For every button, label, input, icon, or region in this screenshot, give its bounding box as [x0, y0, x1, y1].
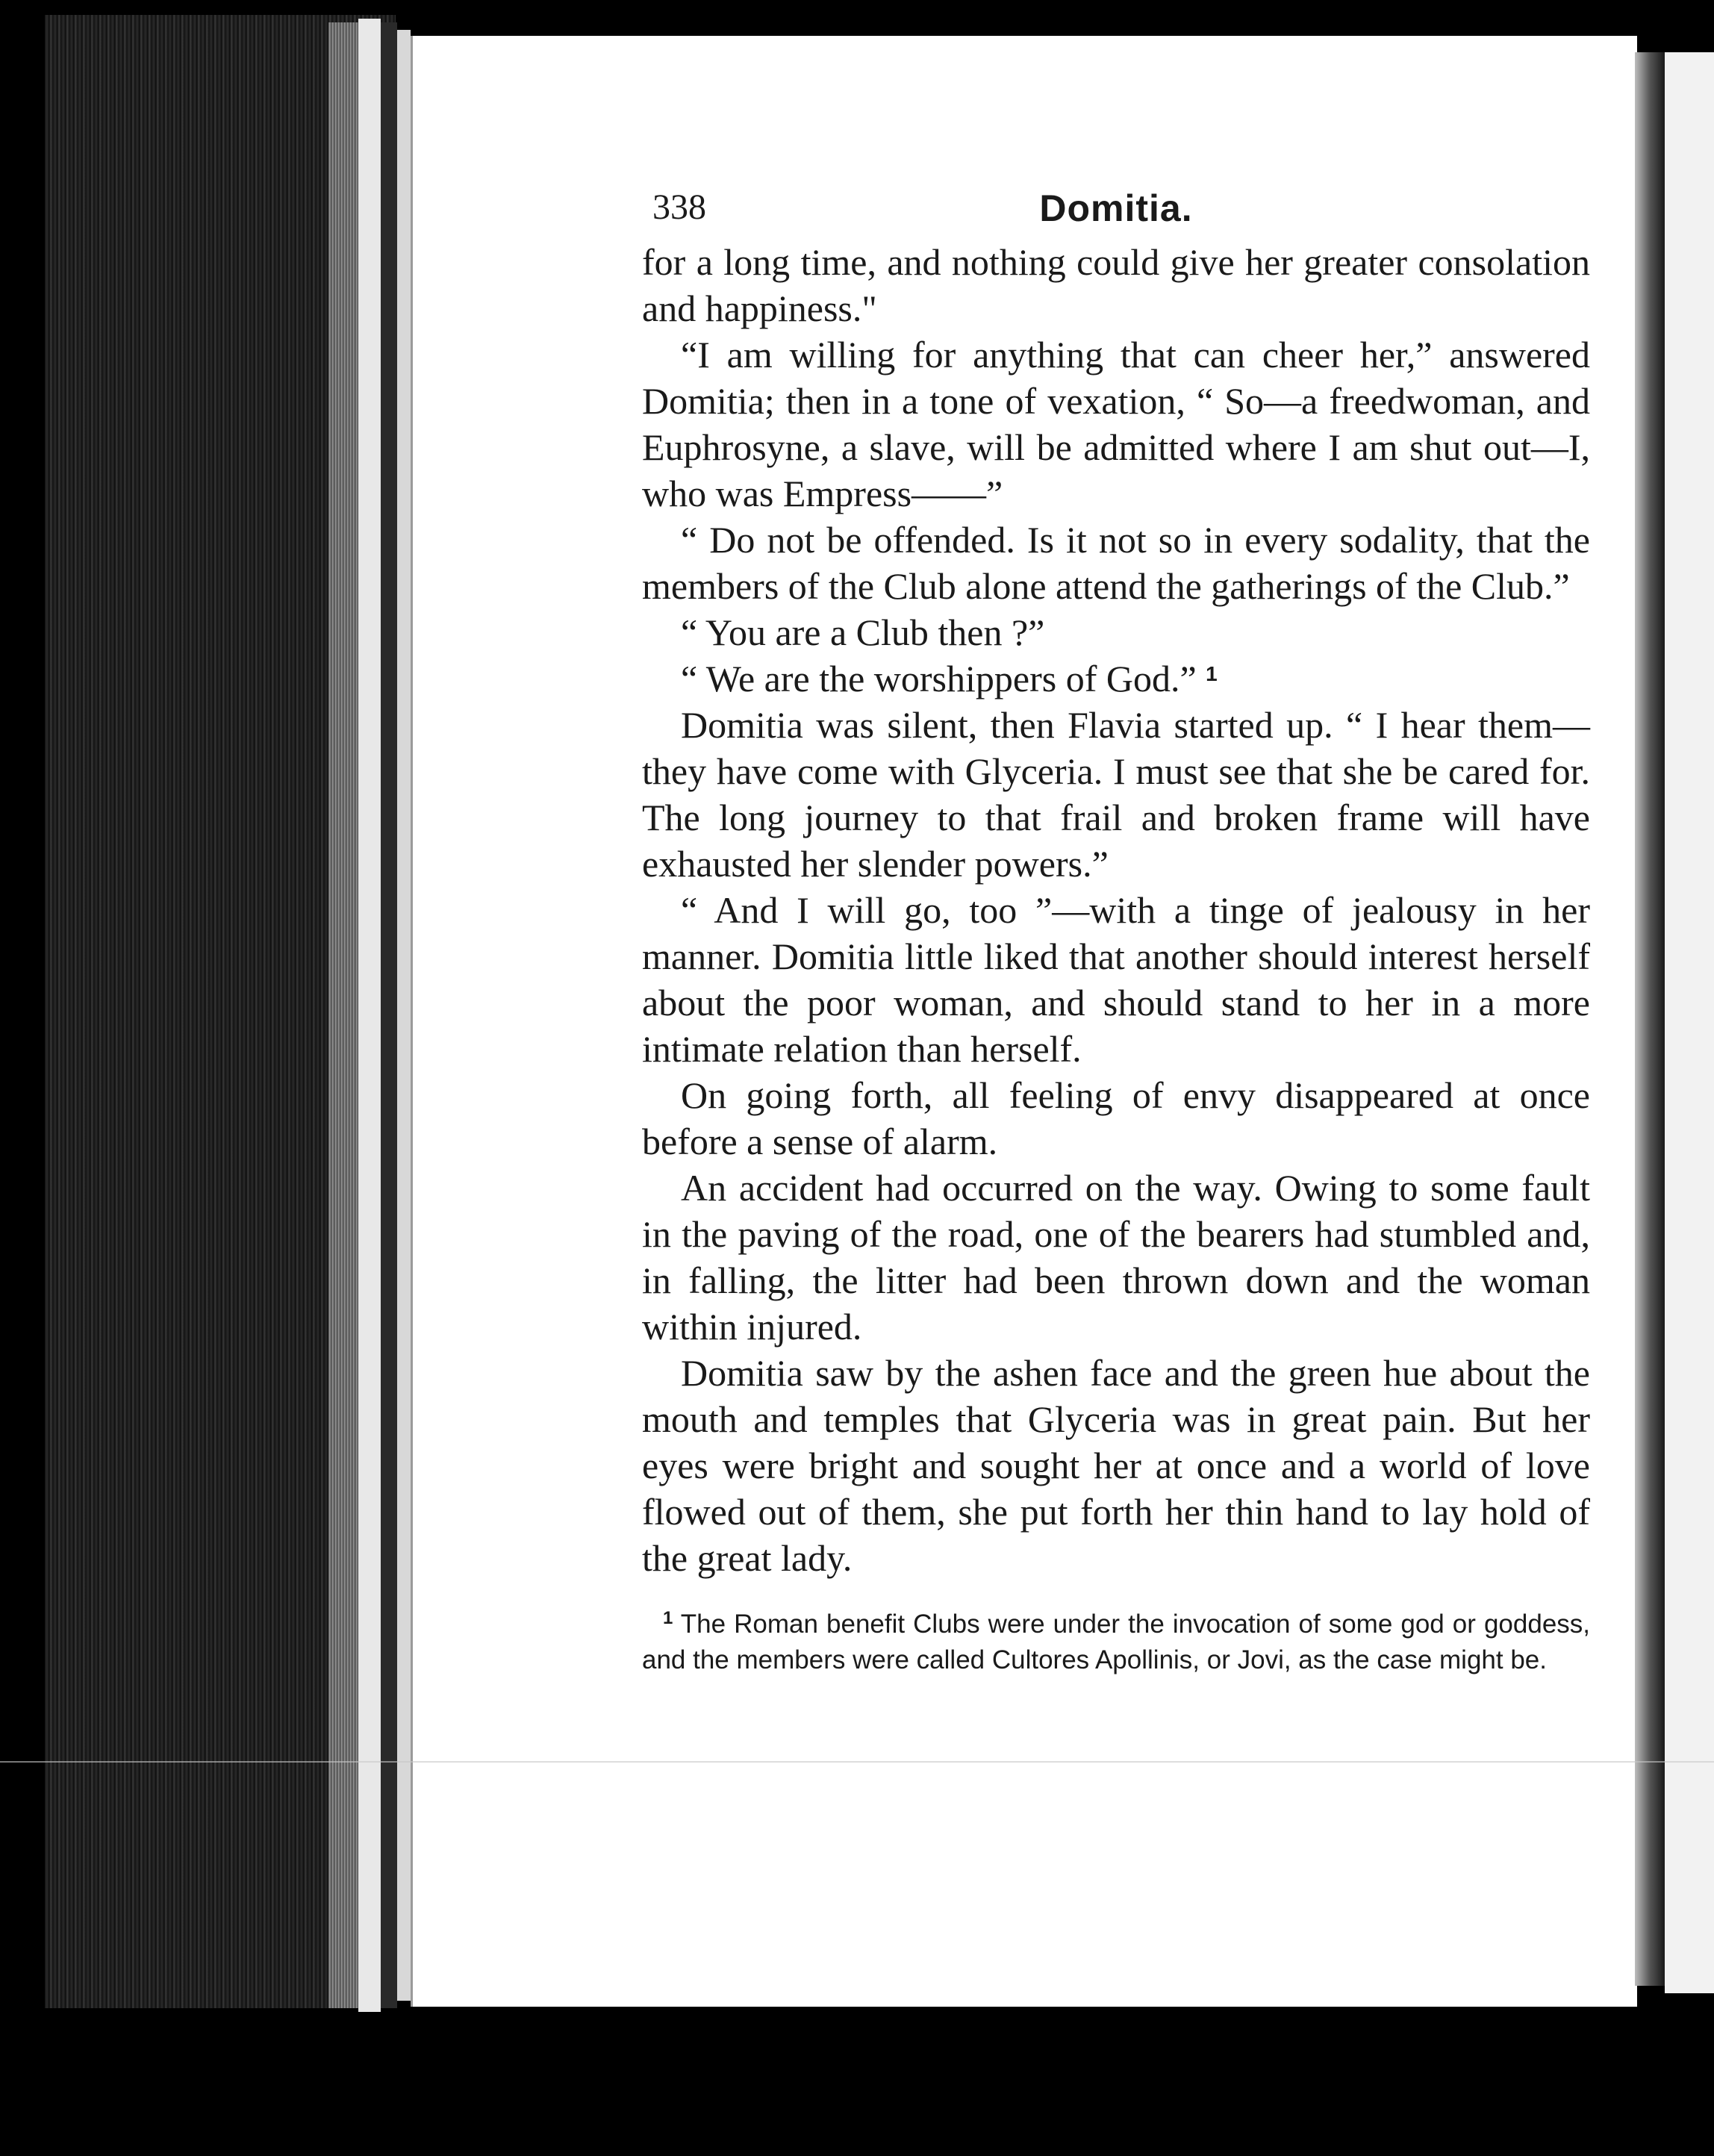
paragraph: “I am willing for anything that can cheer her,” answered Domitia; then in a tone of vexation, “ So—a freedwoman, and Euphrosyne, a slave, will be admitted where I am shut out—I, who was Empress——” [642, 334, 1590, 514]
page-number: 338 [652, 187, 706, 227]
scan-artifact-line [0, 1761, 1714, 1763]
page-edge-strip [358, 19, 381, 2012]
footnote-reference[interactable]: 1 [1206, 662, 1218, 685]
running-header [642, 173, 1590, 239]
page-edge-strip [381, 22, 397, 2008]
paragraph: “ Do not be offended. Is it not so in every sodality, that the members of the Club alone attend the gatherings of the Club.” [642, 519, 1590, 607]
paragraph: Domitia was silent, then Flavia started up. “ I hear them—they have come with Glyceria. I must see that she be cared for. The long journey to that frail and broken frame will have exhausted her slender powers.” [642, 704, 1590, 885]
footnote-text: The Roman benefit Clubs were under the invocation of some god or goddess, and the members were called Cultores Apollinis, or Jovi, as the case might be. [642, 1610, 1591, 1674]
paragraph: “ And I will go, too ”—with a tinge of jealousy in her manner. Domitia little liked that another should interest herself about the poor woman, and should stand to her in a more intimate relation than herself. [642, 889, 1590, 1070]
footnote [642, 1607, 1590, 1678]
paragraph: An accident had occurred on the way. Owing to some fault in the paving of the road, one of the bearers had stumbled and, in falling, the litter had been thrown down and the woman within injured. [642, 1167, 1590, 1348]
body-text [642, 239, 1590, 1581]
page-gutter-shadow [1635, 52, 1665, 1986]
page-edge-strip [397, 30, 411, 2001]
paragraph: On going forth, all feeling of envy disappeared at once before a sense of alarm. [642, 1074, 1590, 1162]
page-text-block [642, 173, 1590, 1678]
footnote-marker: 1 [663, 1608, 673, 1628]
paragraph: for a long time, and nothing could give her greater consolation and happiness." [642, 241, 1590, 329]
running-title: Domitia. [1039, 187, 1193, 229]
facing-page-sliver [1665, 52, 1714, 1993]
paragraph-text: “ We are the worshippers of God.” [681, 658, 1197, 700]
page-edge-strip [328, 22, 358, 2008]
paragraph: “ You are a Club then ?” [681, 611, 1045, 653]
paragraph-with-footnote [642, 655, 1590, 702]
scan-background [0, 2016, 1714, 2156]
paragraph: Domitia saw by the ashen face and the green hue about the mouth and temples that Glyceria was in great pain. But her eyes were bright and sought her at once and a world of love flowed out of them, she put forth her thin hand to lay hold of the great lady. [642, 1352, 1590, 1579]
